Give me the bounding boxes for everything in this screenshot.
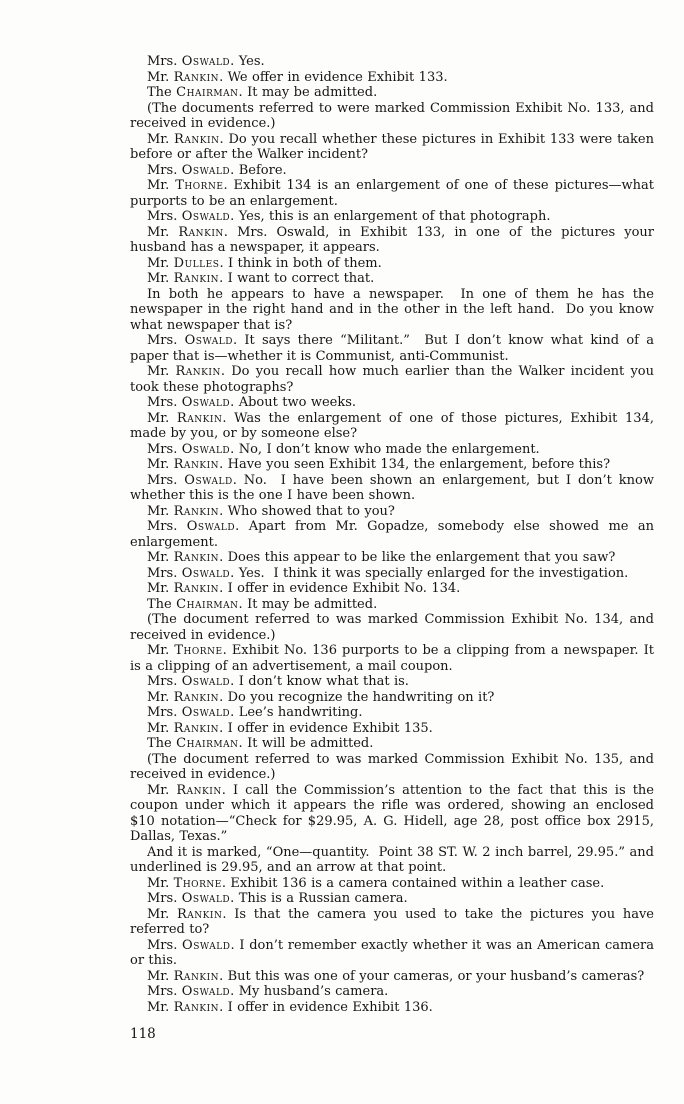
paragraph-text: Was the enlargement of one of those pictures, Exhibit 134, made by you, or by someone else?	[130, 410, 654, 441]
speaker-name: Mr. Thorne.	[147, 178, 228, 193]
transcript-paragraph	[130, 225, 654, 256]
speaker-name: Mr. Rankin.	[147, 581, 224, 596]
transcript-paragraph	[130, 690, 654, 706]
transcript-paragraph	[130, 70, 654, 86]
paragraph-text: Exhibit 136 is a camera contained within a leather case.	[230, 875, 605, 891]
paragraph-text: I offer in evidence Exhibit 135.	[227, 720, 433, 736]
speaker-name: Mr. Rankin.	[147, 550, 224, 565]
speaker-name: Mr. Dulles.	[147, 255, 224, 271]
speaker-name: Mr. Thorne.	[147, 643, 227, 658]
paragraph-text: This is a Russian camera.	[238, 891, 408, 906]
speaker-name: Mr. Rankin.	[147, 364, 226, 379]
paragraph-text: Exhibit No. 136 purports to be a clipping from a newspaper. It is a clipping of an advertisement, a mail coupon.	[130, 643, 654, 674]
transcript-paragraph	[130, 736, 654, 752]
speaker-name: Mrs. Oswald.	[147, 441, 235, 457]
transcript-paragraph	[130, 891, 654, 907]
speaker-name: Mrs. Oswald.	[147, 472, 237, 488]
speaker-name: Mr. Rankin.	[147, 689, 224, 705]
paragraph-text: And it is marked, “One—quantity. Point 38 ST. W. 2 inch barrel, 29.95.” and underlined is 29.95, and an arrow at that point.	[130, 844, 654, 875]
transcript-paragraph	[130, 721, 654, 737]
speaker-name: Mrs. Oswald.	[147, 519, 240, 534]
transcript-paragraph	[130, 597, 654, 613]
transcript-paragraph	[130, 581, 654, 597]
transcript-paragraph	[130, 876, 654, 892]
transcript-paragraph	[130, 364, 654, 395]
transcript-paragraph	[130, 101, 654, 132]
page-number: 118	[130, 1026, 156, 1042]
paragraph-text: I offer in evidence Exhibit No. 134.	[227, 581, 461, 596]
speaker-name: Mr. Rankin.	[147, 69, 224, 85]
speaker-name: Mr. Rankin.	[147, 271, 224, 286]
speaker-name: Mrs. Oswald.	[147, 54, 235, 69]
paragraph-text: We offer in evidence Exhibit 133.	[227, 69, 448, 85]
transcript-paragraph	[130, 209, 654, 225]
transcript-paragraph	[130, 783, 654, 845]
transcript-paragraph	[130, 519, 654, 550]
speaker-name: Mrs. Oswald.	[147, 937, 235, 953]
speaker-name: Mr. Rankin.	[147, 906, 227, 922]
transcript-paragraph	[130, 85, 654, 101]
transcript-paragraph	[130, 457, 654, 473]
speaker-name: Mrs. Oswald.	[147, 891, 235, 906]
paragraph-text: I want to correct that.	[227, 271, 375, 286]
paragraph-text: In both he appears to have a newspaper. In one of them he has the newspaper in the right hand and in the other in the left hand. Do you know what newspaper that is?	[130, 286, 654, 333]
transcript-paragraph	[130, 845, 654, 876]
speaker-name: Mrs. Oswald.	[147, 565, 235, 581]
transcript-paragraph	[130, 132, 654, 163]
speaker-name: Mr. Rankin.	[147, 782, 226, 798]
paragraph-text: About two weeks.	[238, 395, 357, 410]
paragraph-text: It says there “Militant.” But I don’t know what kind of a paper that is—whether it is Communist, anti-Communist.	[130, 333, 654, 364]
transcript-paragraph	[130, 752, 654, 783]
transcript-paragraph	[130, 566, 654, 582]
transcript-paragraph	[130, 907, 654, 938]
speaker-name: Mrs. Oswald.	[147, 209, 235, 224]
speaker-name: Mr. Rankin.	[147, 720, 224, 736]
transcript-paragraph	[130, 271, 654, 287]
paragraph-text: Yes, this is an enlargement of that photograph.	[238, 209, 551, 224]
paragraph-text: Does this appear to be like the enlargement that you saw?	[227, 550, 616, 565]
transcript-paragraph	[130, 442, 654, 458]
speaker-name: Mr. Rankin.	[147, 410, 227, 426]
transcript-paragraph	[130, 163, 654, 179]
paragraph-text: No. I have been shown an enlargement, but I don’t know whether this is the one I have been shown.	[130, 472, 654, 503]
speaker-name: Mrs. Oswald.	[147, 333, 238, 348]
paragraph-text: I offer in evidence Exhibit 136.	[227, 999, 433, 1015]
paragraph-text: Who showed that to you?	[227, 503, 395, 519]
paragraph-text: I don’t know what that is.	[238, 674, 409, 689]
speaker-name: Mr. Rankin.	[147, 131, 224, 147]
paragraph-text: But this was one of your cameras, or your husband’s cameras?	[227, 968, 645, 984]
speaker-name: Mrs. Oswald.	[147, 395, 235, 410]
speaker-name: The Chairman.	[147, 736, 243, 751]
paragraph-text: It will be admitted.	[247, 736, 374, 751]
paragraph-text: Before.	[238, 162, 287, 178]
speaker-name: Mr. Rankin.	[147, 503, 224, 519]
transcript-paragraph	[130, 674, 654, 690]
transcript-paragraph	[130, 411, 654, 442]
paragraph-text: Have you seen Exhibit 134, the enlargement, before this?	[227, 457, 611, 472]
transcript-paragraph	[130, 504, 654, 520]
paragraph-text: Do you recognize the handwriting on it?	[227, 689, 495, 705]
transcript-paragraph	[130, 612, 654, 643]
speaker-name: Mr. Thorne.	[147, 875, 227, 891]
speaker-name: Mrs. Oswald.	[147, 162, 235, 178]
paragraph-text: Do you recall whether these pictures in Exhibit 133 were taken before or after the Walker incident?	[130, 131, 654, 162]
paragraph-text: Mrs. Oswald, in Exhibit 133, in one of the pictures your husband has a newspaper, it appears.	[130, 224, 654, 255]
transcript-paragraph	[130, 333, 654, 364]
transcript-paragraph	[130, 287, 654, 334]
transcript-paragraph	[130, 1000, 654, 1016]
paragraph-text: Lee’s handwriting.	[238, 705, 363, 720]
paragraph-text: Is that the camera you used to take the pictures you have referred to?	[130, 906, 654, 937]
paragraph-text: I don’t remember exactly whether it was an American camera or this.	[130, 937, 654, 968]
speaker-name: Mr. Rankin.	[147, 999, 224, 1015]
paragraph-text: No, I don’t know who made the enlargement.	[238, 441, 540, 457]
paragraph-text: My husband’s camera.	[238, 984, 389, 999]
transcript-paragraph	[130, 969, 654, 985]
speaker-name: The Chairman.	[147, 596, 243, 612]
paragraph-text: Do you recall how much earlier than the Walker incident you took these photographs?	[130, 364, 655, 395]
paragraph-text: I think in both of them.	[228, 255, 382, 271]
paragraph-text: I call the Commission’s attention to the fact that this is the coupon under which it appears the rifle was ordered, showing an enclosed $10 notation—“Check for $29.95, A. G. Hidell, age 28, post office box 2915, Dallas, Texas.”	[130, 782, 654, 844]
transcript-paragraph	[130, 54, 654, 70]
speaker-name: The Chairman.	[147, 85, 243, 100]
speaker-name: Mrs. Oswald.	[147, 984, 235, 999]
transcript-paragraph	[130, 178, 654, 209]
paragraph-text: Exhibit 134 is an enlargement of one of these pictures—what purports to be an enlargement.	[130, 178, 654, 209]
speaker-name: Mrs. Oswald.	[147, 674, 235, 689]
paragraph-text: Apart from Mr. Gopadze, somebody else showed me an enlargement.	[130, 519, 654, 550]
paragraph-text: (The documents referred to were marked Commission Exhibit No. 133, and received in evidence.)	[130, 100, 654, 131]
speaker-name: Mrs. Oswald.	[147, 705, 235, 720]
transcript-paragraph	[130, 473, 654, 504]
transcript-paragraph	[130, 643, 654, 674]
transcript	[130, 54, 654, 1015]
transcript-paragraph	[130, 395, 654, 411]
paragraph-text: (The document referred to was marked Commission Exhibit No. 134, and received in evidence.)	[130, 612, 654, 643]
speaker-name: Mr. Rankin.	[147, 224, 228, 240]
transcript-paragraph	[130, 256, 654, 272]
document-page	[130, 54, 654, 1042]
transcript-paragraph	[130, 984, 654, 1000]
paragraph-text: It may be admitted.	[247, 596, 378, 612]
paragraph-text: (The document referred to was marked Commission Exhibit No. 135, and received in evidence.)	[130, 751, 654, 782]
transcript-paragraph	[130, 705, 654, 721]
paragraph-text: Yes. I think it was specially enlarged for the investigation.	[238, 565, 629, 581]
transcript-paragraph	[130, 550, 654, 566]
speaker-name: Mr. Rankin.	[147, 968, 224, 984]
paragraph-text: It may be admitted.	[247, 85, 378, 100]
paragraph-text: Yes.	[238, 54, 265, 69]
transcript-paragraph	[130, 938, 654, 969]
speaker-name: Mr. Rankin.	[147, 457, 224, 472]
